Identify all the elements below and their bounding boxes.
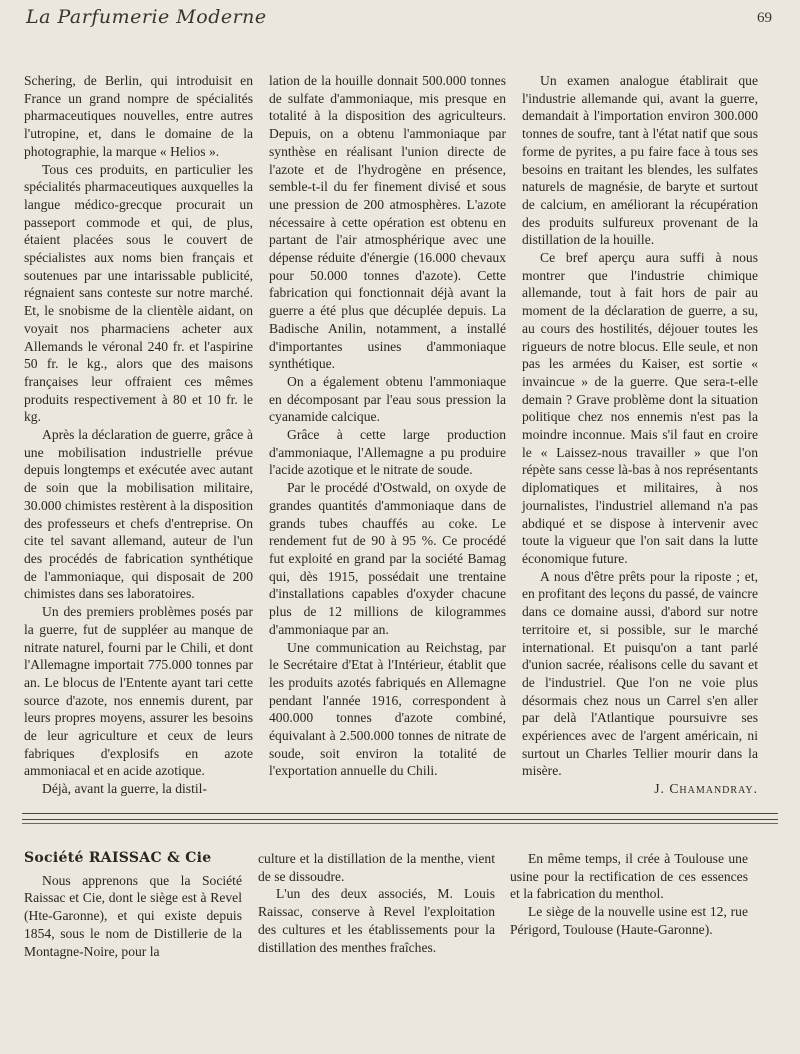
- paragraph: Une communication au Reichstag, par le Secrétaire d'Etat à l'Intérieur, établit que les produits azotés fabriqués en Allemagne pendant l'année 1916, correspondent à 400.000 tonnes d'azote combiné, équivalant à 2.500.000 tonnes de nitrate de soude, soit environ la totalité de l'exportation annuelle du Chili.: [269, 639, 506, 779]
- paragraph: Après la déclaration de guerre, grâce à une mobilisation industrielle prévue depuis longtemps et exécutée avec autant de soin que la mobilisation militaire, 30.000 chimistes restèrent à la disposition des professeurs et chefs d'entreprise. On cite tel savant allemand, auteur de l'un des procédés de fabrication synthétique de l'ammoniaque, qui disposait de 200 chimistes dans ses laboratoires.: [24, 427, 253, 602]
- notice-column-2: [258, 850, 495, 956]
- paragraph: Tous ces produits, en particulier les spécialités pharmaceutiques auxquelles la langue médico-grecque procurait un passeport commode et qui, de plus, étaient placées sous le couvert de spécialistes aux noms bien français et soutenues par une intarissable publicité, régnaient sans conteste sur notre marché. Et, le snobisme de la clientèle aidant, on voyait nos pharmaciens acheter aux Allemands le véronal 240 fr. et l'aspirine 50 fr. le kg., alors que des maisons françaises leur offraient ces mêmes produits respectivement à 80 et 10 fr. le kg.: [24, 161, 253, 425]
- section-divider: [22, 813, 778, 820]
- paragraph: culture et la distillation de la menthe, vient de se dissoudre.: [258, 851, 495, 884]
- paragraph: Le siège de la nouvelle usine est 12, rue Périgord, Toulouse (Haute-Garonne).: [510, 904, 748, 937]
- notice-column-3: [510, 850, 748, 939]
- article-column-2: [269, 72, 506, 780]
- paragraph: Déjà, avant la guerre, la distil-: [42, 781, 207, 797]
- paragraph: Un examen analogue établirait que l'industrie allemande qui, avant la guerre, demandait à l'importation environ 300.000 tonnes de soufre, tant à l'état natif que sous forme de pyrites, a pu faire face à tous ses besoins en traitant les blendes, les sulfates naturels de magnésie, de baryte et surtout de calcium, en améliorant la récupération des produits sulfureux provenant de la distillation de la houille.: [522, 73, 758, 248]
- article-column-3: [522, 72, 758, 798]
- paragraph: Schering, de Berlin, qui introduisit en France un grand nompre de spécialités pharmaceutiques nouvelles, entre autres l'utropine, et, dans le domaine de la photographie, la marque « Helios ».: [24, 73, 253, 159]
- journal-title: La Parfumerie Moderne: [26, 6, 267, 28]
- paragraph: L'un des deux associés, M. Louis Raissac, conserve à Revel l'exploitation des cultures et les établissements pour la distillation des menthes fraîches.: [258, 886, 495, 955]
- paragraph: Un des premiers problèmes posés par la guerre, fut de suppléer au manque de nitrate naturel, fourni par le Chili, et dont l'Allemagne importait 775.000 tonnes par an. Le blocus de l'Entente ayant tari cette source d'azote, nos ennemis durent, par leurs propres moyens, assurer les besoins de leur agriculture et ceux de leurs fabriques d'explosifs en azote ammoniacal et en acide azotique.: [24, 604, 253, 779]
- paragraph: Par le procédé d'Ostwald, on oxyde de grandes quantités d'ammoniaque dans de grands tubes chauffés au coke. Le rendement fut de 90 à 95 %. Ce procédé fut exploité en grand par la société Bamag qui, dès 1915, possédait une trentaine d'installations capables d'oxyder chacune plus de 12 millions de kilogrammes d'ammoniaque par an.: [269, 480, 506, 637]
- paragraph: Ce bref aperçu aura suffi à nous montrer que l'industrie chimique allemande, tout à fait hors de pair au moment de la déclaration de guerre, a su, au cours des hostilités, déjouer toutes les rigueurs de notre blocus. Elle seule, et non pas les armées du Kaiser, est sortie « invaincue » de la guerre. Que sera-t-elle demain ? Grave problème dont la situation politique chez nos ennemis n'est pas la moindre inconnue. Mais s'il faut en croire le « Laissez-nous travailler » que l'on répète sans cesse là-bas à nos représentants diplomatiques et militaires, à nos journalistes, l'industriel allemand n'a pas abdiqué et se dispose à intervenir avec toute la vigueur que l'on sait dans la lutte économique future.: [522, 250, 758, 566]
- notice-heading: Société RAISSAC & Cie: [24, 850, 212, 866]
- paragraph: Nous apprenons que la Société Raissac et Cie, dont le siège est à Revel (Hte-Garonne), et qui existe depuis 1854, sous le nom de Distillerie de la Montagne-Noire, pour la: [24, 872, 242, 959]
- paragraph: En même temps, il crée à Toulouse une usine pour la rectification de ces essences et la fabrication du menthol.: [510, 851, 748, 902]
- paragraph: A nous d'être prêts pour la riposte ; et, en profitant des leçons du passé, de vaincre dans ce domaine aussi, d'abord sur notre territoire et, si possible, sur le marché international. Et puisqu'on a tant parlé d'union sacrée, réalisons celle du savant et de l'industriel. Que l'on ne voie plus désormais chez nous un Carrel s'en aller par delà l'Atlantique poursuivre ses expériences avec de l'argent américain, ni surtout un Charles Tellier mourir dans la misère.: [522, 568, 758, 779]
- paragraph: On a également obtenu l'ammoniaque en décomposant par l'eau sous pression la cyanamide calcique.: [269, 373, 506, 425]
- paragraph: Grâce à cette large production d'ammoniaque, l'Allemagne a pu produire l'acide azotique et le nitrate de soude.: [269, 427, 506, 478]
- page-number: 69: [757, 10, 772, 26]
- section-divider-thin: [22, 823, 778, 824]
- article-column-1: [24, 72, 253, 798]
- notice-column-1: [24, 850, 242, 960]
- paragraph: lation de la houille donnait 500.000 tonnes de sulfate d'ammoniaque, mis presque en totalité à la disposition des agriculteurs. Depuis, on a obtenu l'ammoniaque par synthèse en réalisant l'union directe de l'azote et de l'hydrogène en présence, semble-t-il du fer finement divisé et sous une pression de 200 atmosphères. L'azote nécessaire à cette opération est obtenu en partant de l'air atmosphérique avec une dépense réduite d'énergie (16.000 chevaux pour 50.000 tonnes d'azote). Cette fabrication qui fonctionnait déjà avant la guerre a été plus que décuplée depuis. La Badische Anilin, notamment, a installé d'importantes usines d'ammoniaque synthétique.: [269, 73, 506, 372]
- author-signature: J. Chamandray.: [654, 781, 758, 797]
